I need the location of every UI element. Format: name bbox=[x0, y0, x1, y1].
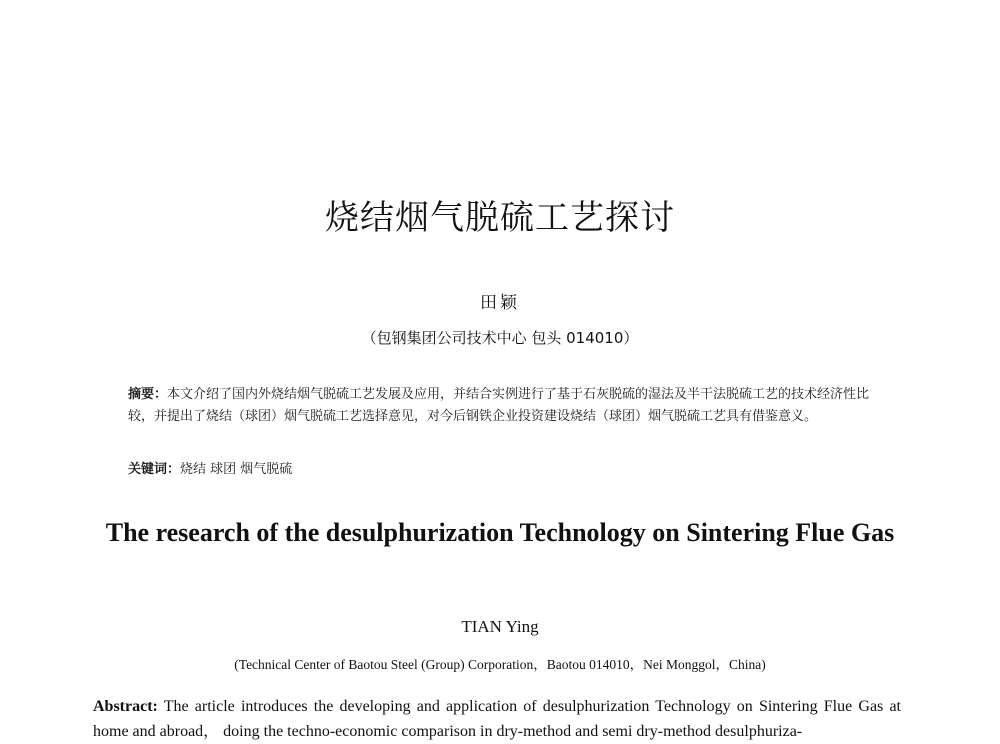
chinese-affiliation: （包钢集团公司技术中心 包头 014010） bbox=[361, 329, 639, 347]
chinese-keywords-text: 烧结 球团 烟气脱硫 bbox=[180, 462, 293, 477]
english-title: The research of the desulphurization Technology on Sintering Flue Gas bbox=[105, 518, 895, 547]
chinese-abstract-label: 摘要： bbox=[128, 387, 168, 402]
chinese-author: 田颖 bbox=[480, 293, 520, 313]
chinese-abstract-text: 本文介绍了国内外烧结烟气脱硫工艺发展及应用，并结合实例进行了基于石灰脱硫的湿法及半干法脱硫工艺的技术经济性比较，并提出了烧结（球团）烟气脱硫工艺选择意见，对今后钢铁企业投资建设烧结（球团）烟气脱硫工艺具有借鉴意义。 bbox=[128, 387, 870, 424]
english-abstract-text: The article introduces the developing and application of desulphurization Technology on Sintering Flue Gas at home and abroad， doing the techno-economic comparison in dry-method and semi dry-method desulphuriza- bbox=[93, 698, 901, 740]
chinese-keywords bbox=[128, 459, 873, 481]
chinese-keywords-label: 关键词： bbox=[128, 462, 181, 477]
english-affiliation: (Technical Center of Baotou Steel (Group) Corporation，Baotou 014010，Nei Monggol，China) bbox=[234, 657, 766, 672]
english-author: TIAN Ying bbox=[461, 617, 539, 636]
english-abstract-label: Abstract: bbox=[93, 698, 158, 715]
chinese-abstract bbox=[128, 384, 873, 428]
chinese-title: 烧结烟气脱硫工艺探讨 bbox=[325, 198, 675, 238]
